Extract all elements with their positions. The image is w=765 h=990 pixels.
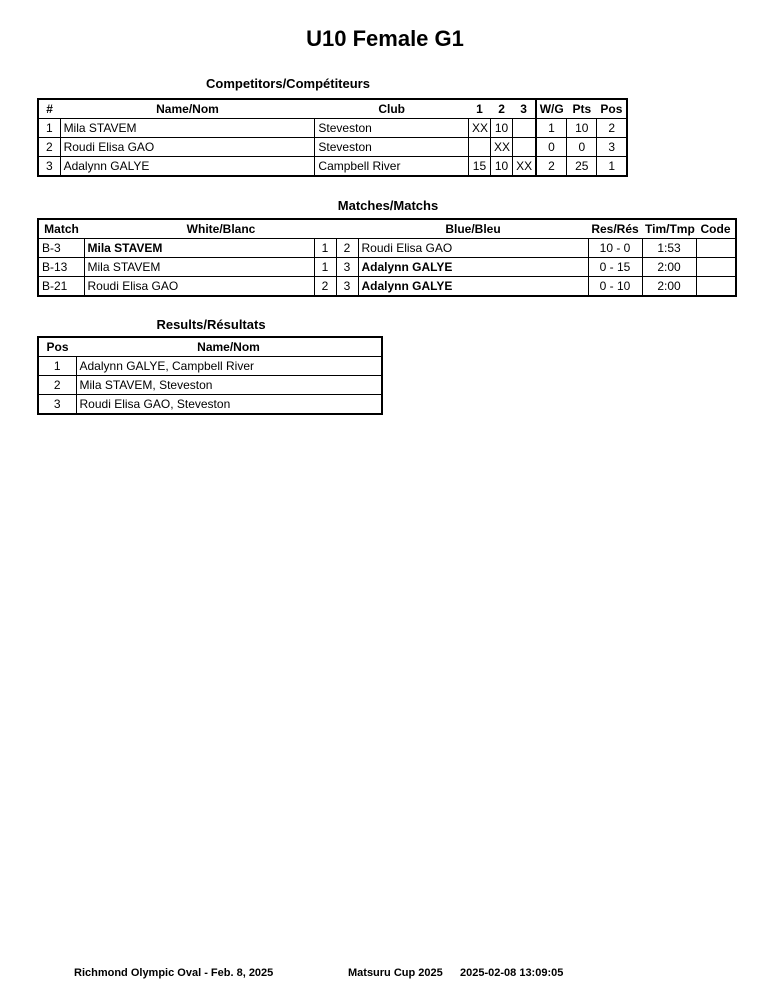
col-header-wg: W/G	[536, 99, 567, 119]
competitor-num: 1	[38, 119, 60, 138]
table-row	[38, 376, 382, 395]
white-number: 2	[314, 277, 336, 297]
competitor-wg: 2	[536, 157, 567, 177]
table-row	[38, 258, 736, 277]
competitor-pos: 1	[597, 157, 627, 177]
col-header-white: White/Blanc	[84, 219, 358, 239]
blue-number: 3	[336, 258, 358, 277]
col-header-name: Name/Nom	[60, 99, 315, 119]
col-header-res: Res/Rés	[588, 219, 642, 239]
match-code	[696, 277, 736, 297]
col-header-num: #	[38, 99, 60, 119]
matches-header-row	[38, 219, 736, 239]
matches-table	[37, 218, 737, 297]
blue-competitor: Adalynn GALYE	[358, 258, 588, 277]
white-number: 1	[314, 258, 336, 277]
table-row	[38, 157, 627, 177]
competitor-num: 3	[38, 157, 60, 177]
blue-number: 3	[336, 277, 358, 297]
col-header-club: Club	[315, 99, 469, 119]
col-header-code: Code	[696, 219, 736, 239]
match-code	[696, 258, 736, 277]
col-header-r3: 3	[513, 99, 536, 119]
col-header-name: Name/Nom	[76, 337, 382, 357]
competitor-pts: 25	[567, 157, 597, 177]
white-competitor: Mila STAVEM	[84, 258, 314, 277]
match-id: B-21	[38, 277, 84, 297]
result-name: Roudi Elisa GAO, Steveston	[76, 395, 382, 415]
results-table	[37, 336, 383, 415]
match-result: 0 - 15	[588, 258, 642, 277]
competitor-r2: 10	[491, 157, 513, 177]
footer-venue: Richmond Olympic Oval - Feb. 8, 2025	[74, 967, 274, 979]
white-number: 1	[314, 239, 336, 258]
col-header-pos: Pos	[597, 99, 627, 119]
matches-heading: Matches/Matchs	[337, 198, 439, 213]
competitor-wg: 1	[536, 119, 567, 138]
competitor-club: Steveston	[315, 119, 469, 138]
col-header-blue: Blue/Bleu	[358, 219, 588, 239]
match-time: 2:00	[642, 277, 696, 297]
competitor-r1	[468, 138, 490, 157]
result-pos: 2	[38, 376, 76, 395]
competitor-r1: XX	[468, 119, 490, 138]
blue-competitor: Roudi Elisa GAO	[358, 239, 588, 258]
competitor-name: Mila STAVEM	[60, 119, 315, 138]
match-id: B-13	[38, 258, 84, 277]
results-header-row	[38, 337, 382, 357]
page-title: U10 Female G1	[306, 26, 464, 51]
match-code	[696, 239, 736, 258]
match-result: 0 - 10	[588, 277, 642, 297]
competitor-r2: XX	[491, 138, 513, 157]
competitor-name: Adalynn GALYE	[60, 157, 315, 177]
competitor-r3	[513, 138, 536, 157]
footer-event: Matsuru Cup 2025	[348, 967, 443, 979]
match-id: B-3	[38, 239, 84, 258]
col-header-pos: Pos	[38, 337, 76, 357]
table-row	[38, 119, 627, 138]
result-pos: 3	[38, 395, 76, 415]
footer-timestamp: 2025-02-08 13:09:05	[460, 967, 564, 979]
competitor-pts: 10	[567, 119, 597, 138]
competitor-r1: 15	[468, 157, 490, 177]
competitor-r2: 10	[491, 119, 513, 138]
table-row	[38, 138, 627, 157]
table-row	[38, 277, 736, 297]
blue-number: 2	[336, 239, 358, 258]
competitor-pts: 0	[567, 138, 597, 157]
blue-competitor: Adalynn GALYE	[358, 277, 588, 297]
col-header-pts: Pts	[567, 99, 597, 119]
col-header-r1: 1	[468, 99, 490, 119]
col-header-match: Match	[38, 219, 84, 239]
table-row	[38, 395, 382, 415]
competitor-pos: 3	[597, 138, 627, 157]
competitor-r3	[513, 119, 536, 138]
competitors-table	[37, 98, 628, 177]
competitor-r3: XX	[513, 157, 536, 177]
competitor-club: Steveston	[315, 138, 469, 157]
col-header-time: Tim/Tmp	[642, 219, 696, 239]
white-competitor: Mila STAVEM	[84, 239, 314, 258]
match-time: 1:53	[642, 239, 696, 258]
white-competitor: Roudi Elisa GAO	[84, 277, 314, 297]
match-result: 10 - 0	[588, 239, 642, 258]
results-heading: Results/Résultats	[156, 317, 266, 332]
competitor-num: 2	[38, 138, 60, 157]
col-header-r2: 2	[491, 99, 513, 119]
competitor-wg: 0	[536, 138, 567, 157]
result-pos: 1	[38, 357, 76, 376]
competitor-club: Campbell River	[315, 157, 469, 177]
result-name: Adalynn GALYE, Campbell River	[76, 357, 382, 376]
match-time: 2:00	[642, 258, 696, 277]
competitor-pos: 2	[597, 119, 627, 138]
competitors-heading: Competitors/Compétiteurs	[206, 76, 370, 91]
table-row	[38, 239, 736, 258]
result-name: Mila STAVEM, Steveston	[76, 376, 382, 395]
competitor-name: Roudi Elisa GAO	[60, 138, 315, 157]
table-row	[38, 357, 382, 376]
competitors-header-row	[38, 99, 627, 119]
